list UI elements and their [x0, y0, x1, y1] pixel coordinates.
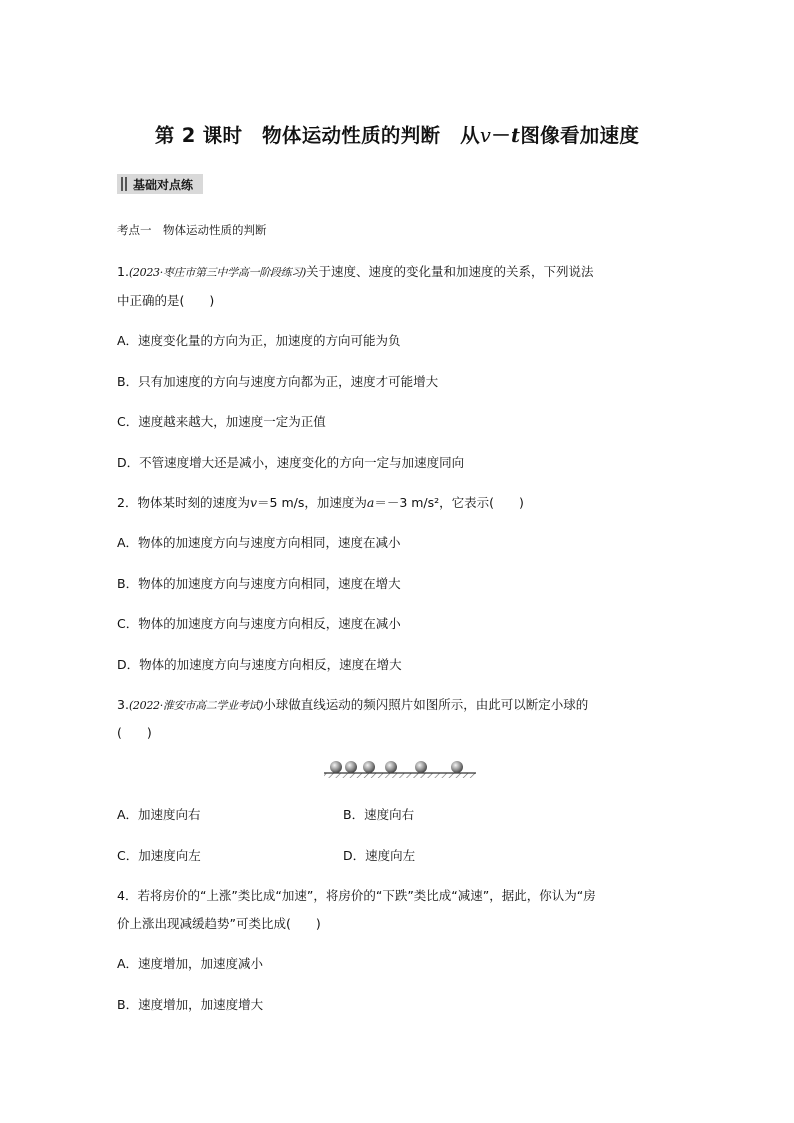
q4-option-a: A．速度增加，加速度减小 [117, 956, 264, 971]
ball-2 [345, 761, 357, 773]
q1-option-b: B．只有加速度的方向与速度方向都为正，速度才可能增大 [117, 374, 439, 389]
q3-option-a: A．加速度向右 [117, 807, 201, 822]
q3-option-d: D．速度向左 [343, 848, 416, 863]
title-dash: － [491, 124, 512, 147]
q1-stem-cont: 中正确的是( ) [117, 293, 215, 308]
q2-stem-pre: 2．物体某时刻的速度为 [117, 495, 250, 510]
ball-4 [385, 761, 397, 773]
q1-option-d: D．不管速度增大还是减小，速度变化的方向一定与加速度同向 [117, 455, 465, 470]
badge-bar-1 [121, 177, 123, 191]
q2-option-a: A．物体的加速度方向与速度方向相同，速度在减小 [117, 535, 401, 550]
q2-option-b: B．物体的加速度方向与速度方向相同，速度在增大 [117, 576, 401, 591]
title-text-1: 第 2 课时 物体运动性质的判断 从 [154, 124, 480, 147]
q3-stem-cont: ( ) [117, 725, 152, 740]
title-var-v: v [479, 124, 492, 147]
ball-1 [330, 761, 342, 773]
q3-stem [117, 695, 588, 713]
title-var-t: t [511, 124, 521, 147]
q1-stem [117, 262, 594, 280]
q1-option-a: A．速度变化量的方向为正，加速度的方向可能为负 [117, 333, 401, 348]
ball-3 [363, 761, 375, 773]
q1-source: (2023·枣庄市第三中学高一阶段练习) [128, 266, 307, 279]
section-badge-label: 基础对点练 [133, 177, 194, 192]
page-title [0, 120, 794, 148]
q3-option-c: C．加速度向左 [117, 848, 201, 863]
q4-stem: 4．若将房价的“上涨”类比成“加速”，将房价的“下跌”类比成“减速”，据此，你认为“房 [117, 888, 596, 903]
q2-option-d: D．物体的加速度方向与速度方向相反，速度在增大 [117, 657, 402, 672]
q2-var-v: v [249, 495, 258, 510]
topic-heading: 考点一 物体运动性质的判断 [117, 223, 267, 237]
q2-var-a: a [366, 495, 375, 510]
q1-option-c: C．速度越来越大，加速度一定为正值 [117, 414, 326, 429]
strobe-photo-figure [322, 756, 478, 780]
ground-hatch [324, 773, 476, 778]
section-badge [117, 174, 203, 194]
q4-option-b: B．速度增加，加速度增大 [117, 997, 264, 1012]
q2-v-value: ＝5 m/s，加速度为 [257, 495, 367, 510]
q3-stem-text: 小球做直线运动的频闪照片如图所示，由此可以断定小球的 [263, 697, 589, 712]
ball-6 [451, 761, 463, 773]
badge-bar-2 [125, 177, 127, 191]
q3-option-b: B．速度向右 [343, 807, 415, 822]
ball-5 [415, 761, 427, 773]
q1-stem-text: 关于速度、速度的变化量和加速度的关系，下列说法 [306, 264, 594, 279]
q3-source: (2022·淮安市高二学业考试) [128, 699, 264, 712]
q2-stem [117, 493, 524, 511]
title-text-2: 图像看加速度 [520, 124, 640, 147]
q2-option-c: C．物体的加速度方向与速度方向相反，速度在减小 [117, 616, 401, 631]
q2-a-value: ＝－3 m/s²，它表示( ) [374, 495, 524, 510]
q1-number: 1. [117, 264, 129, 279]
q4-stem-cont: 价上涨出现减缓趋势”可类比成( ) [117, 916, 321, 931]
q3-number: 3. [117, 697, 129, 712]
